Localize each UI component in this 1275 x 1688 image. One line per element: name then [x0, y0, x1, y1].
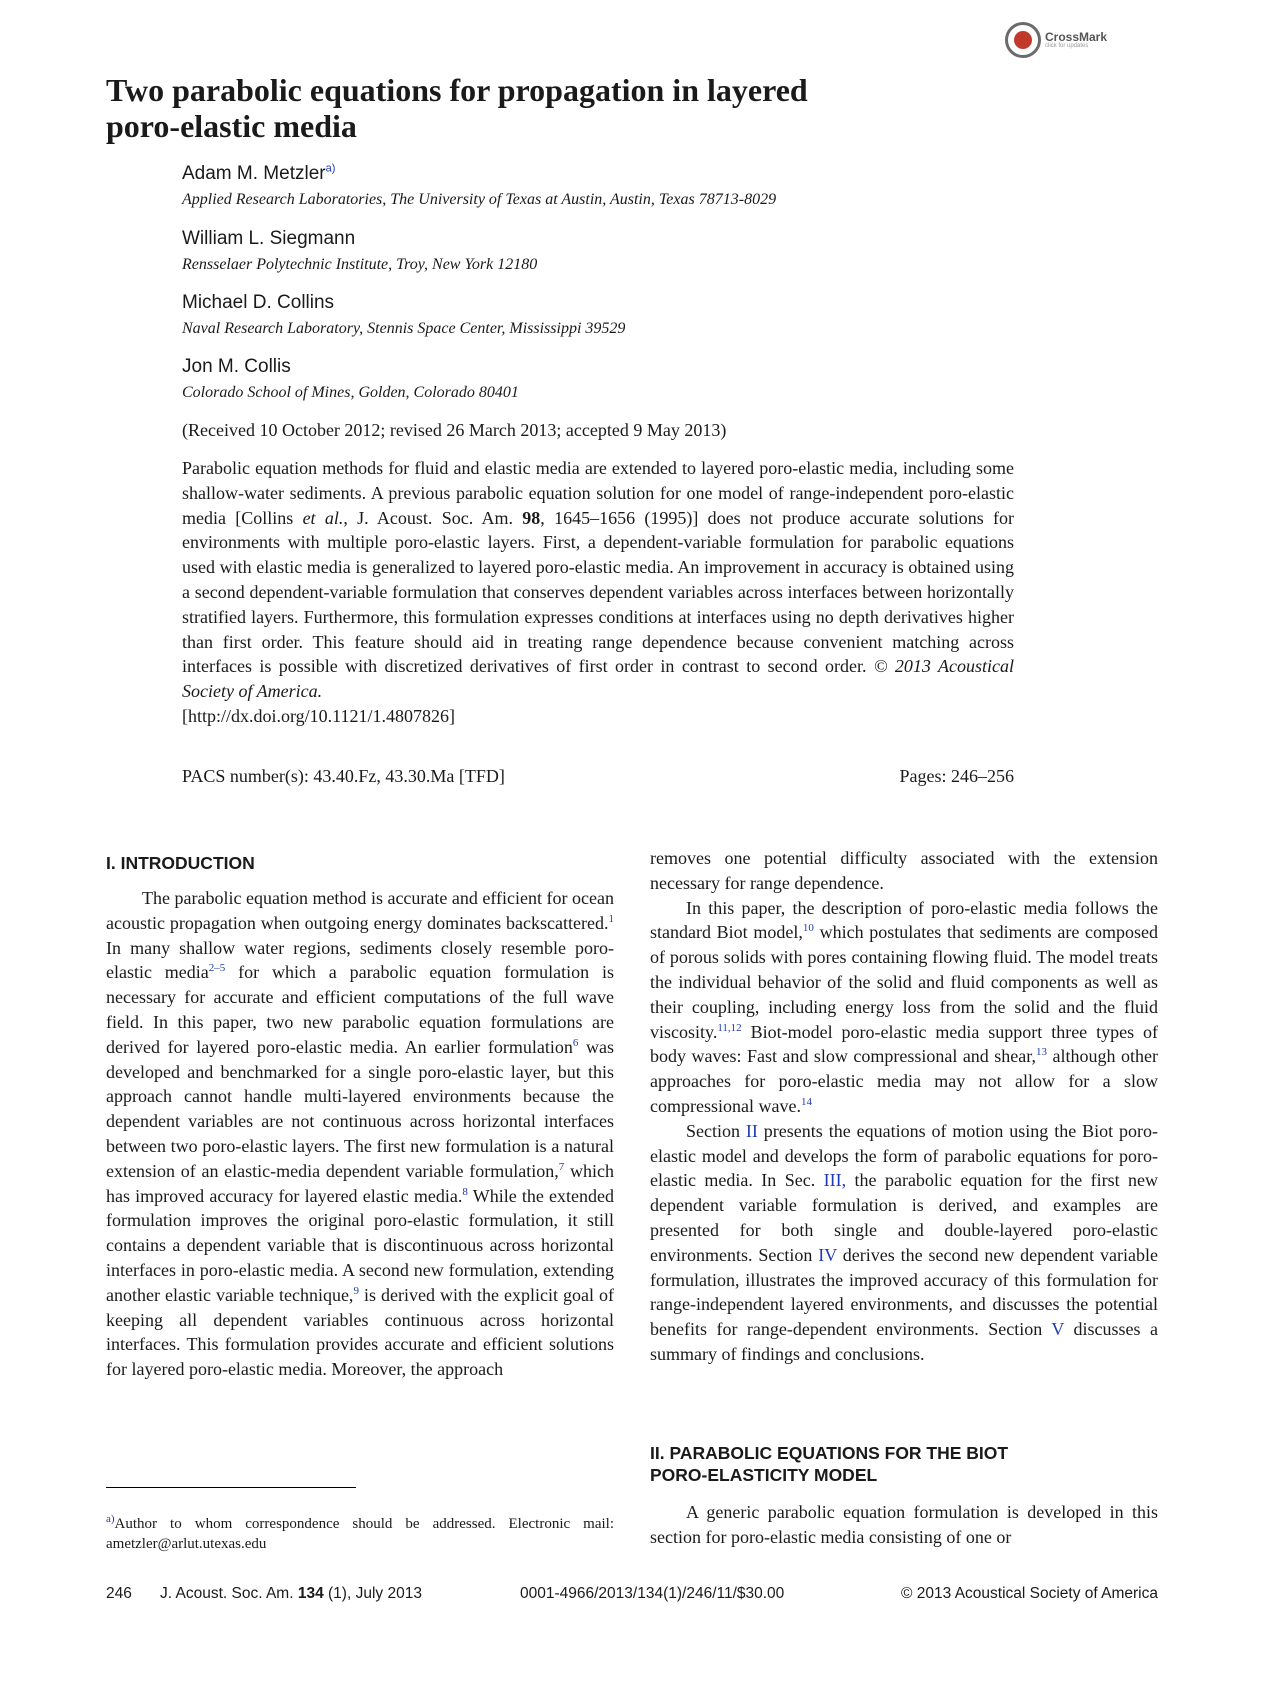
title-line-1: Two parabolic equations for propagation in layered — [106, 72, 808, 108]
author-name: Michael D. Collins — [182, 292, 335, 313]
footnote: $^{a)}$Author to whom correspondence should be addressed. Electronic mail: ametzler@arlut.utexas.edu — [106, 1513, 614, 1552]
ref-link[interactable]: 7 — [558, 1160, 565, 1173]
paragraph: In this paper, the description of poro-elastic media follows the standard Biot model,$^{10}$ which postulates that sediments are composed of porous solids with pores containing flowing fluid. The model treats the individual behavior of the solid and fluid components as well as their coupling, including energy loss from the solid and the fluid viscosity.$^{11,12}$ Biot-model poro-elastic media support three types of body waves: Fast and slow compressional and shear,$^{13}$ although other approaches for poro-elastic media may not allow for a slow compressional wave.$^{14}$ — [650, 897, 1159, 1116]
ref-link[interactable]: 1 — [608, 912, 614, 925]
author-name: Adam M. Metzler$^{a)}$ — [182, 162, 336, 184]
doi-link[interactable]: [http://dx.doi.org/10.1121/1.4807826] — [182, 705, 455, 726]
ref-link[interactable]: 11,12 — [717, 1021, 742, 1034]
abstract: Parabolic equation methods for fluid and elastic media are extended to layered poro-elastic media, including some shallow-water sediments. A previous parabolic equation solution for one model of range-independent poro-elastic media [Collins et al., J. Acoust. Soc. Am. 98, 1645–1656 (1995)] does not produce accurate solutions for environments with multiple poro-elastic layers. First, a dependent-variable formulation for parabolic equations used with elastic media is generalized to layered poro-elastic media. An improvement in accuracy is obtained using a second dependent-variable formulation that conserves dependent variables across interfaces between horizontally stratified layers. Furthermore, this formulation expresses conditions at interfaces using no depth derivatives higher than first order. This feature should aid in treating range dependence because convenient matching across interfaces is possible with discretized derivatives of first order in contrast to second order. © 2013 Acoustical Society of America. [http://dx.doi.org/10.1121/1.4807826] — [182, 458, 1014, 726]
paragraph: removes one potential difficulty associated with the extension necessary for range dependence. — [650, 848, 1158, 893]
section-2-text — [650, 1500, 1158, 1550]
ref-link[interactable]: 13 — [1036, 1046, 1048, 1059]
footer-copyright: © 2013 Acoustical Society of America — [901, 1585, 1158, 1602]
author-name: William L. Siegmann — [182, 228, 356, 249]
section-link[interactable]: III, — [823, 1170, 847, 1191]
paragraph: Section II presents the equations of motion using the Biot poro-elastic model and develops the form of parabolic equations for poro-elastic media. In Sec. III, the parabolic equation for the first new dependent variable formulation is derived, and examples are presented for both single and double-layered poro-elastic environments. Section IV derives the second new dependent variable formulation, illustrates the improved accuracy of this formulation for range-independent layered environments, and discusses the potential benefits for range-dependent environments. Section V discusses a summary of findings and conclusions. — [650, 1120, 1158, 1364]
footer-page-number: 246 — [106, 1585, 132, 1602]
author-footnote-mark[interactable]: a) — [325, 162, 336, 175]
footer-journal: J. Acoust. Soc. Am. 134 (1), July 2013 — [160, 1585, 422, 1602]
ref-link[interactable]: 8 — [462, 1185, 468, 1198]
paragraph: A generic parabolic equation formulation is developed in this section for poro-elastic media consisting of one or — [650, 1502, 1158, 1547]
section-link[interactable]: II — [745, 1120, 758, 1141]
paper-title — [106, 72, 1006, 144]
author-affiliation: Colorado School of Mines, Golden, Colorado 80401 — [182, 384, 519, 401]
ref-link[interactable]: 6 — [572, 1036, 579, 1049]
crossmark-label: CrossMark — [1045, 30, 1108, 44]
received-dates: (Received 10 October 2012; revised 26 March 2013; accepted 9 May 2013) — [182, 420, 727, 440]
left-column-text — [106, 886, 614, 1382]
paragraph: The parabolic equation method is accurate and efficient for ocean acoustic propagation when outgoing energy dominates backscattered.$^1$ In many shallow water regions, sediments closely resemble poro-elastic media$^{2-5}$ for which a parabolic equation formulation is necessary for accurate and efficient computations of the full wave field. In this paper, two new parabolic equation formulations are derived for layered poro-elastic media. An earlier formulation$^6$ was developed and benchmarked for a single poro-elastic layer, but this approach cannot handle multi-layered environments because the dependent variables are not continuous across horizontal interfaces between two poro-elastic layers. The first new formulation is a natural extension of an elastic-media dependent variable formulation,$^7$ which has improved accuracy for layered elastic media.$^8$ While the extended formulation improves the original poro-elastic formulation, it still contains a dependent variable that is discontinuous across horizontal interfaces in poro-elastic media. A second new formulation, extending another elastic variable technique,$^9$ is derived with the explicit goal of keeping all dependent variables continuous across horizontal interfaces. This formulation provides accurate and efficient solutions for layered poro-elastic media. Moreover, the approach — [106, 888, 614, 1380]
ref-link[interactable]: 10 — [802, 922, 814, 935]
section-heading-parabolic-equations: II. PARABOLIC EQUATIONS FOR THE BIOT PORO-ELASTICITY MODEL — [650, 1443, 1009, 1485]
ref-link[interactable]: 2–5 — [208, 962, 226, 975]
page-range: Pages: 246–256 — [899, 766, 1014, 786]
author-affiliation: Applied Research Laboratories, The University of Texas at Austin, Austin, Texas 78713-8029 — [182, 191, 777, 208]
footnote-mark: a) — [106, 1513, 115, 1525]
abstract-copyright: © 2013 Acoustical Society of America. — [182, 656, 1014, 702]
footnote-divider — [106, 1487, 356, 1488]
author-affiliation: Naval Research Laboratory, Stennis Space Center, Mississippi 39529 — [182, 320, 626, 337]
section-heading-introduction: I. INTRODUCTION — [106, 853, 255, 873]
crossmark-icon — [1005, 22, 1041, 58]
title-line-2: poro-elastic media — [106, 108, 357, 144]
pacs-numbers: PACS number(s): 43.40.Fz, 43.30.Ma [TFD] — [182, 766, 505, 786]
section-link[interactable]: V — [1051, 1319, 1065, 1340]
right-column-text — [650, 846, 1158, 1367]
ref-link[interactable]: 14 — [800, 1095, 812, 1108]
crossmark-badge[interactable] — [1005, 20, 1115, 60]
ref-link[interactable]: 9 — [353, 1284, 359, 1297]
crossmark-sub: click for updates — [1045, 43, 1089, 49]
author-affiliation: Rensselaer Polytechnic Institute, Troy, New York 12180 — [182, 256, 538, 273]
author-name: Jon M. Collis — [182, 356, 291, 377]
section-link[interactable]: IV — [818, 1244, 837, 1265]
footer-code: 0001-4966/2013/134(1)/246/11/$30.00 — [520, 1585, 785, 1602]
